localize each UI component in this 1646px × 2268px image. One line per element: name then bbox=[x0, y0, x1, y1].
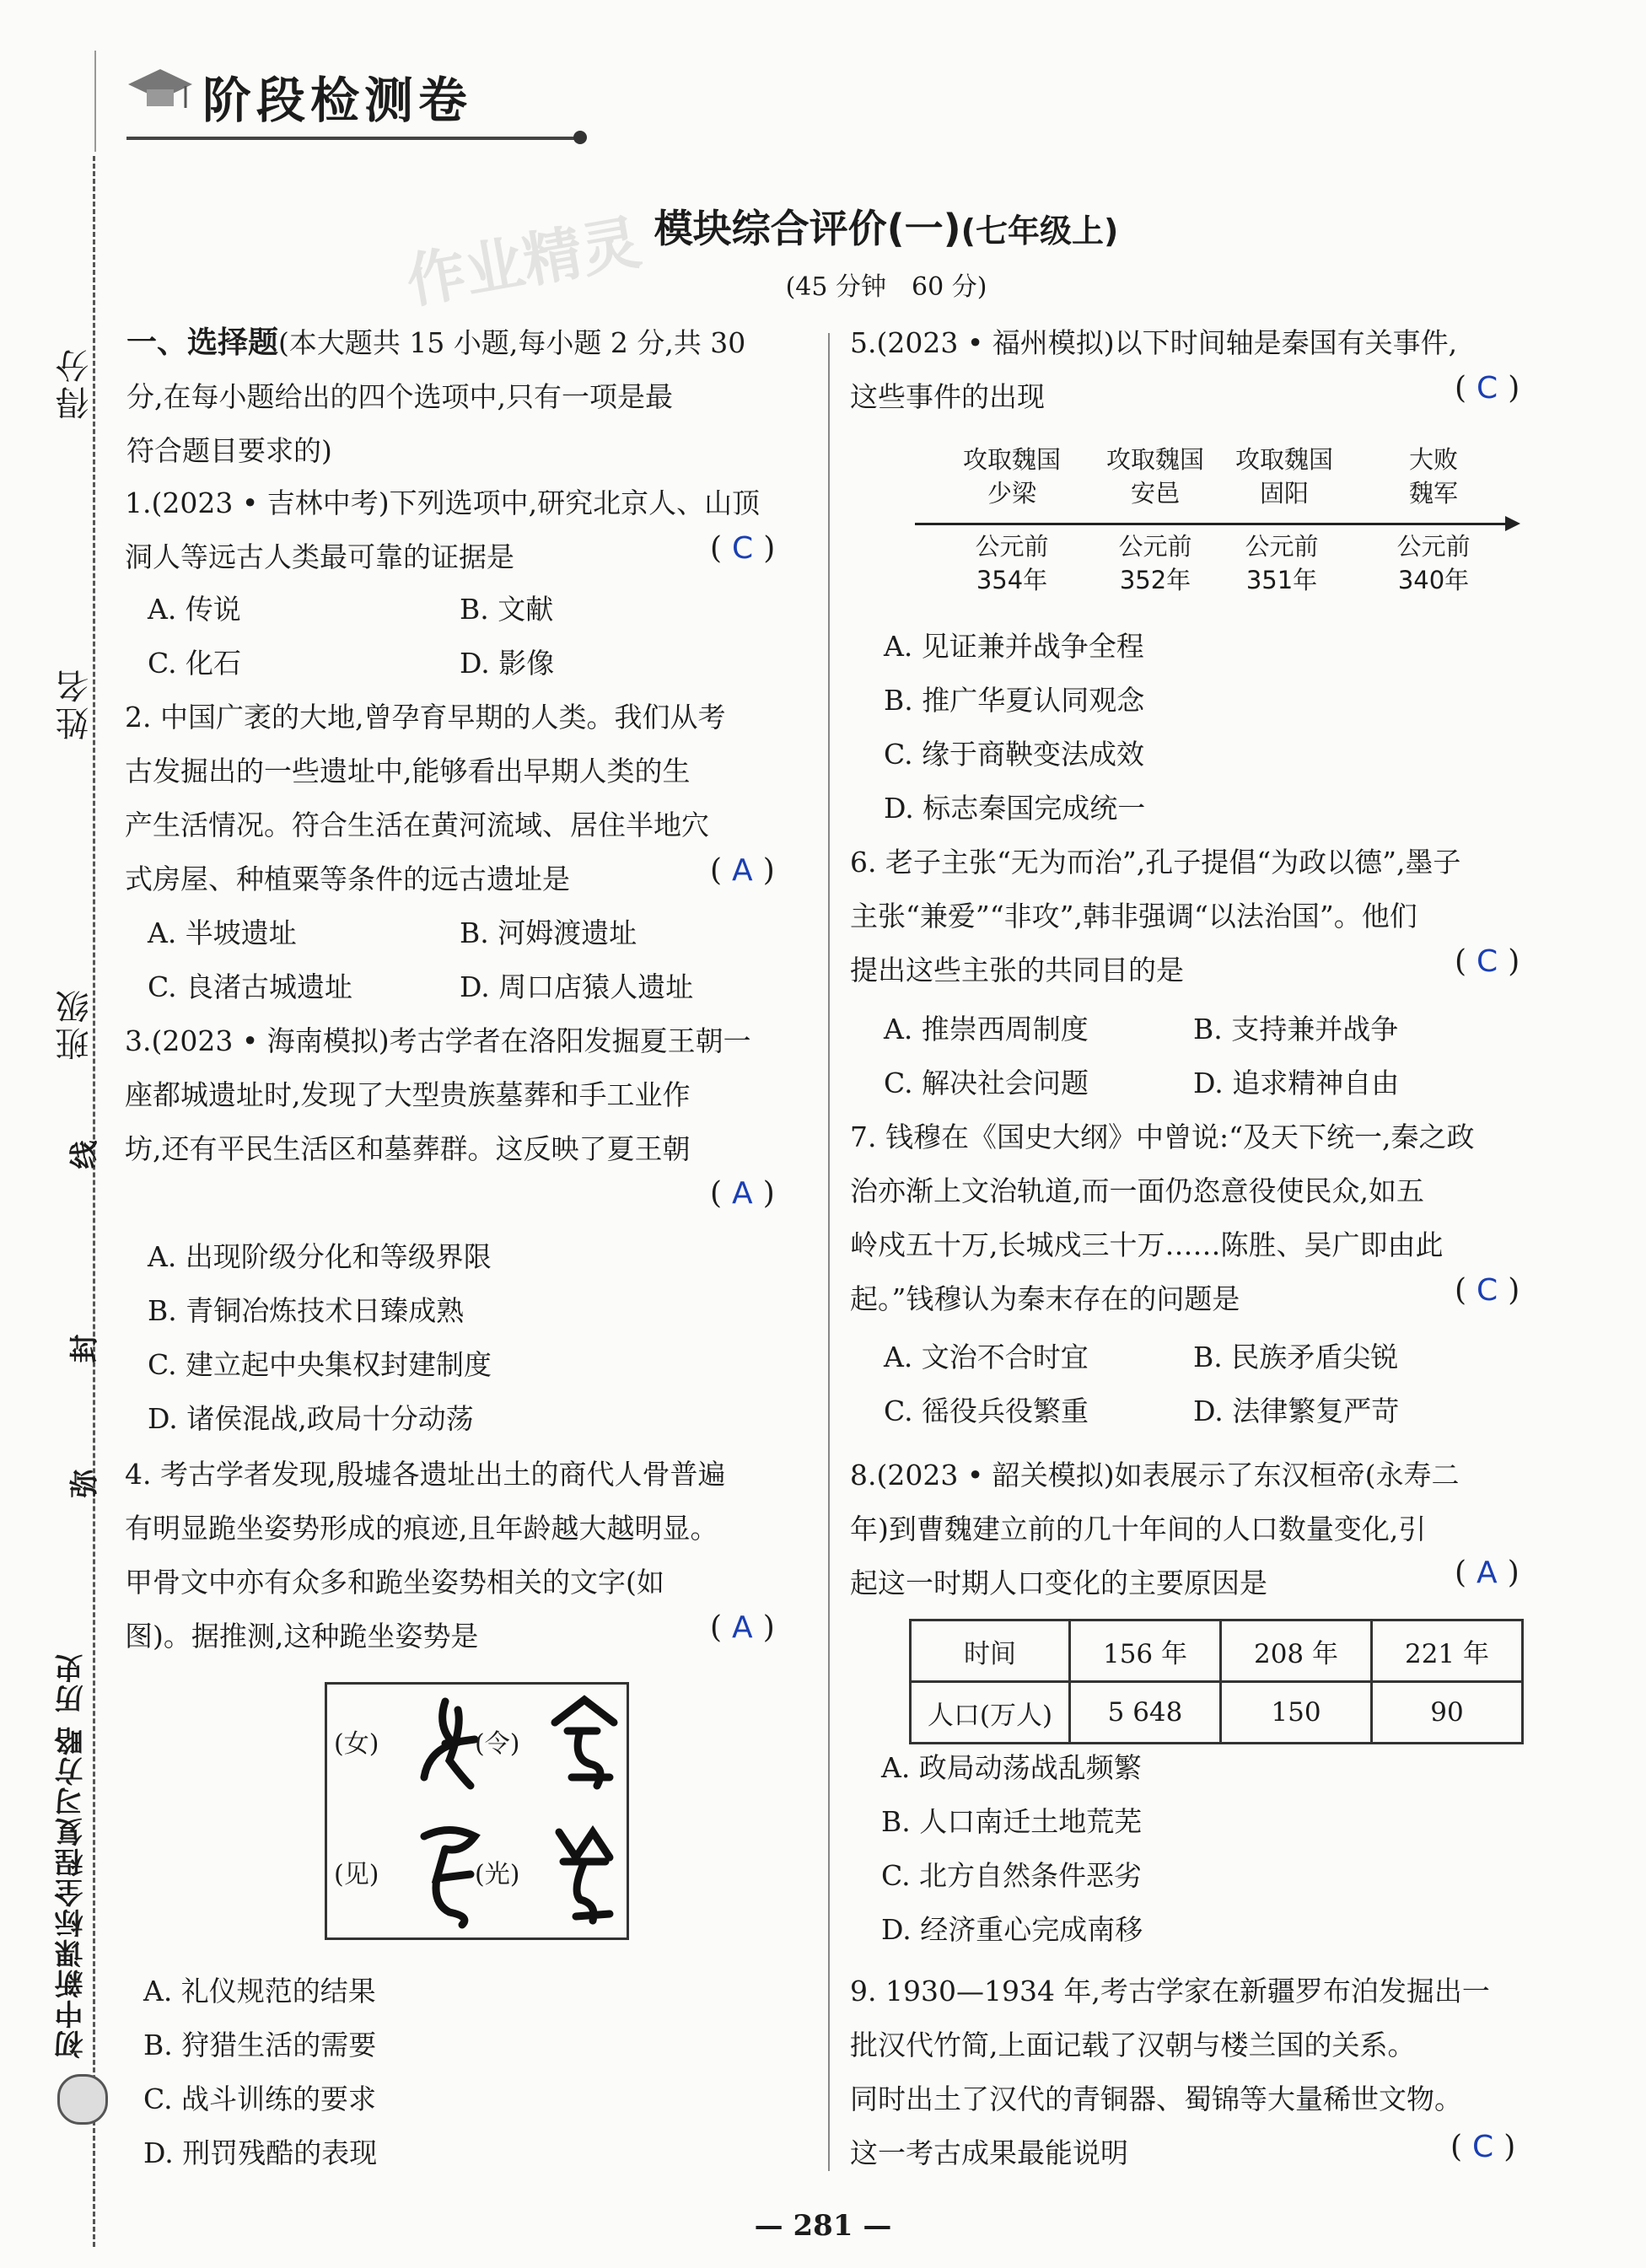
q3-option-a: A. 出现阶级分化和等级界限 bbox=[148, 1240, 492, 1273]
question-3-line: 坊,还有平民生活区和墓葬群。这反映了夏王朝 bbox=[125, 1132, 691, 1165]
question-1-answer: ( C ) bbox=[710, 531, 776, 566]
table-cell: 5 648 bbox=[1070, 1682, 1221, 1744]
question-7-line: 7. 钱穆在《国史大纲》中曾说:“及天下统一,秦之政 bbox=[850, 1121, 1475, 1153]
timeline-arrow-icon bbox=[1505, 516, 1520, 531]
banner-underline bbox=[126, 137, 582, 140]
table-row bbox=[911, 1620, 1523, 1682]
glyph-label-jian: (见) bbox=[334, 1860, 379, 1889]
question-9-answer: ( C ) bbox=[1450, 2130, 1516, 2164]
question-4-line: 甲骨文中亦有众多和跪坐姿势相关的文字(如 bbox=[125, 1566, 664, 1599]
q5-option-d: D. 标志秦国完成统一 bbox=[884, 792, 1146, 825]
banner-dot bbox=[573, 131, 587, 144]
question-3-line: 座都城遗址时,发现了大型贵族墓葬和手工业作 bbox=[125, 1078, 691, 1111]
question-8 bbox=[850, 1448, 1460, 1610]
q1-option-b: B. 文献 bbox=[460, 593, 554, 626]
q7-option-b: B. 民族矛盾尖锐 bbox=[1193, 1341, 1399, 1373]
question-9-line: 9. 1930—1934 年,考古学家在新疆罗布泊发掘出一 bbox=[850, 1975, 1490, 2007]
q8-option-b: B. 人口南迁土地荒芜 bbox=[881, 1805, 1143, 1838]
answer-letter: A bbox=[1477, 1556, 1498, 1590]
question-5-line: 这些事件的出现 bbox=[850, 380, 1045, 413]
q1-option-d: D. 影像 bbox=[460, 647, 555, 680]
question-4 bbox=[125, 1448, 725, 1663]
q1-option-a: A. 传说 bbox=[148, 593, 241, 626]
q1-option-c: C. 化石 bbox=[148, 647, 242, 680]
question-9-line: 批汉代竹简,上面记载了汉朝与楼兰国的关系。 bbox=[850, 2029, 1416, 2061]
question-8-answer: ( A ) bbox=[1455, 1556, 1520, 1590]
population-table bbox=[909, 1619, 1524, 1744]
exam-title bbox=[0, 198, 1646, 254]
q4-option-b: B. 狩猎生活的需要 bbox=[143, 2029, 377, 2061]
q2-option-c: C. 良渚古城遗址 bbox=[148, 970, 353, 1003]
glyph-label-nv: (女) bbox=[334, 1729, 379, 1759]
table-cell: 156 年 bbox=[1070, 1620, 1221, 1682]
page-number: — 281 — bbox=[754, 2209, 892, 2243]
section-1-instr-line: 分,在每小题给出的四个选项中,只有一项是最 bbox=[126, 380, 673, 413]
answer-letter: C bbox=[1477, 944, 1498, 979]
graduation-cap-icon bbox=[126, 59, 194, 126]
q3-option-c: C. 建立起中央集权封建制度 bbox=[148, 1348, 492, 1381]
q5-option-b: B. 推广华夏认同观念 bbox=[884, 684, 1145, 717]
table-cell: 人口(万人) bbox=[911, 1682, 1070, 1744]
exam-title-main: 模块综合评价(一) bbox=[654, 206, 961, 251]
timeline-year: 公元前 354年 bbox=[975, 532, 1049, 594]
question-5-answer: ( C ) bbox=[1455, 371, 1520, 406]
q6-option-d: D. 追求精神自由 bbox=[1193, 1067, 1400, 1099]
stamp-marker: 弥 bbox=[67, 1469, 102, 1498]
question-2-line: 古发掘出的一些遗址中,能够看出早期人类的生 bbox=[125, 755, 691, 787]
section-1-instr-line: (本大题共 15 小题,每小题 2 分,共 30 bbox=[278, 326, 746, 359]
question-9 bbox=[850, 1964, 1490, 2180]
q4-option-a: A. 礼仪规范的结果 bbox=[143, 1975, 376, 2007]
timeline-event: 攻取魏国 少梁 bbox=[962, 445, 1061, 508]
q6-option-a: A. 推崇西周制度 bbox=[884, 1013, 1089, 1045]
q6-option-b: B. 支持兼并战争 bbox=[1193, 1013, 1399, 1045]
publisher-logo-icon bbox=[57, 2074, 108, 2125]
q7-option-c: C. 徭役兵役繁重 bbox=[884, 1395, 1089, 1427]
q8-option-d: D. 经济重心完成南移 bbox=[881, 1913, 1143, 1946]
table-cell: 150 bbox=[1221, 1682, 1372, 1744]
margin-line-top bbox=[94, 51, 96, 152]
q8-option-c: C. 北方自然条件恶劣 bbox=[881, 1859, 1143, 1892]
timeline-event: 攻取魏国 固阳 bbox=[1234, 445, 1333, 508]
glyph-label-guang: (光) bbox=[475, 1860, 520, 1889]
question-1 bbox=[125, 476, 760, 584]
timeline-event: 大败 魏军 bbox=[1408, 445, 1458, 508]
question-5 bbox=[850, 316, 1457, 424]
question-1-line: 1.(2023 • 吉林中考)下列选项中,研究北京人、山顶 bbox=[125, 486, 761, 519]
question-7-answer: ( C ) bbox=[1455, 1273, 1520, 1308]
question-9-line: 这一考古成果最能说明 bbox=[850, 2136, 1128, 2169]
oracle-bone-figure bbox=[325, 1682, 629, 1940]
book-series-label: 初中新课标全程复习方略 历史 bbox=[55, 1653, 89, 2059]
question-2-line: 2. 中国广袤的大地,曾孕育早期的人类。我们从考 bbox=[125, 701, 726, 734]
table-row bbox=[911, 1682, 1523, 1744]
question-6 bbox=[850, 836, 1460, 997]
question-7 bbox=[850, 1110, 1474, 1326]
q3-option-b: B. 青铜冶炼技术日臻成熟 bbox=[148, 1294, 465, 1327]
question-5-line: 5.(2023 • 福州模拟)以下时间轴是秦国有关事件, bbox=[850, 326, 1458, 359]
q7-option-a: A. 文治不合时宜 bbox=[884, 1341, 1089, 1373]
q2-option-a: A. 半坡遗址 bbox=[148, 916, 297, 949]
section-1-instr-line: 符合题目要求的) bbox=[126, 434, 332, 467]
question-2 bbox=[125, 691, 725, 906]
timeline-axis bbox=[915, 523, 1509, 525]
q2-option-b: B. 河姆渡遗址 bbox=[460, 916, 637, 949]
oracle-glyph-ling-icon bbox=[546, 1693, 622, 1814]
banner-title: 阶段检测卷 bbox=[202, 72, 473, 129]
timeline-event: 攻取魏国 安邑 bbox=[1105, 445, 1204, 508]
question-6-line: 主张“兼爱”“非攻”,韩非强调“以法治国”。他们 bbox=[850, 900, 1417, 932]
oracle-glyph-guang-icon bbox=[546, 1819, 622, 1949]
line-marker: 线 bbox=[67, 1140, 102, 1169]
question-2-answer: ( A ) bbox=[710, 853, 775, 888]
question-3 bbox=[125, 1014, 751, 1176]
timeline-year: 公元前 351年 bbox=[1245, 532, 1319, 594]
table-cell: 221 年 bbox=[1372, 1620, 1523, 1682]
question-4-line: 图)。据推测,这种跪坐姿势是 bbox=[125, 1620, 479, 1653]
exam-time-score: (45 分钟 60 分) bbox=[785, 272, 987, 302]
score-label: 得分 bbox=[56, 346, 94, 420]
cut-line bbox=[93, 156, 95, 2247]
question-6-line: 6. 老子主张“无为而治”,孔子提倡“为政以德”,墨子 bbox=[850, 846, 1461, 879]
timeline-year: 公元前 352年 bbox=[1118, 532, 1192, 594]
question-9-line: 同时出土了汉代的青铜器、蜀锦等大量稀世文物。 bbox=[850, 2083, 1462, 2115]
q7-option-d: D. 法律繁复严苛 bbox=[1193, 1395, 1400, 1427]
answer-letter: C bbox=[1477, 1273, 1498, 1308]
column-divider bbox=[828, 333, 830, 2171]
exam-title-grade: (七年级上) bbox=[960, 212, 1119, 250]
question-7-line: 岭戍五十万,长城戍三十万……陈胜、吴广即由此 bbox=[850, 1228, 1444, 1261]
q5-option-a: A. 见证兼并战争全程 bbox=[884, 630, 1144, 663]
q2-option-d: D. 周口店猿人遗址 bbox=[460, 970, 694, 1003]
answer-letter: A bbox=[732, 1176, 753, 1211]
table-cell: 时间 bbox=[911, 1620, 1070, 1682]
timeline-year: 公元前 340年 bbox=[1396, 532, 1471, 594]
question-8-line: 年)到曹魏建立前的几十年间的人口数量变化,引 bbox=[850, 1513, 1427, 1545]
section-1-intro bbox=[126, 316, 745, 478]
question-3-line: 3.(2023 • 海南模拟)考古学者在洛阳发掘夏王朝一 bbox=[125, 1024, 751, 1057]
seal-marker: 封 bbox=[67, 1334, 102, 1363]
answer-letter: A bbox=[732, 1610, 753, 1645]
question-8-line: 8.(2023 • 韶关模拟)如表展示了东汉桓帝(永寿二 bbox=[850, 1459, 1460, 1491]
question-2-line: 式房屋、种植粟等条件的远古遗址是 bbox=[125, 863, 570, 895]
section-1-heading: 一、选择题 bbox=[126, 325, 279, 360]
q8-option-a: A. 政局动荡战乱频繁 bbox=[881, 1751, 1142, 1784]
answer-letter: A bbox=[732, 853, 753, 888]
q5-option-c: C. 缘于商鞅变法成效 bbox=[884, 738, 1145, 771]
answer-letter: C bbox=[732, 531, 754, 566]
glyph-label-ling: (令) bbox=[475, 1729, 520, 1759]
question-2-line: 产生活情况。符合生活在黄河流域、居住半地穴 bbox=[125, 809, 709, 841]
answer-letter: C bbox=[1477, 371, 1498, 406]
class-label: 班级 bbox=[56, 986, 94, 1061]
q3-option-d: D. 诸侯混战,政局十分动荡 bbox=[148, 1402, 474, 1435]
watermark: 作业精灵 bbox=[401, 207, 646, 317]
name-label: 姓名 bbox=[56, 666, 94, 740]
q4-option-c: C. 战斗训练的要求 bbox=[143, 2083, 377, 2115]
question-6-answer: ( C ) bbox=[1455, 944, 1520, 979]
question-3-answer: ( A ) bbox=[710, 1176, 775, 1211]
question-6-line: 提出这些主张的共同目的是 bbox=[850, 954, 1184, 986]
question-7-line: 起。”钱穆认为秦末存在的问题是 bbox=[850, 1282, 1240, 1315]
question-7-line: 治亦渐上文治轨道,而一面仍恣意役使民众,如五 bbox=[850, 1174, 1424, 1207]
q6-option-c: C. 解决社会问题 bbox=[884, 1067, 1089, 1099]
q4-option-d: D. 刑罚残酷的表现 bbox=[143, 2136, 378, 2169]
question-4-line: 4. 考古学者发现,殷墟各遗址出土的商代人骨普遍 bbox=[125, 1458, 726, 1491]
table-cell: 208 年 bbox=[1221, 1620, 1372, 1682]
table-cell: 90 bbox=[1372, 1682, 1523, 1744]
question-1-line: 洞人等远古人类最可靠的证据是 bbox=[125, 540, 514, 573]
question-4-line: 有明显跪坐姿势形成的痕迹,且年龄越大越明显。 bbox=[125, 1512, 718, 1545]
question-4-answer: ( A ) bbox=[710, 1610, 775, 1645]
question-8-line: 起这一时期人口变化的主要原因是 bbox=[850, 1567, 1267, 1599]
answer-letter: C bbox=[1472, 2130, 1494, 2164]
